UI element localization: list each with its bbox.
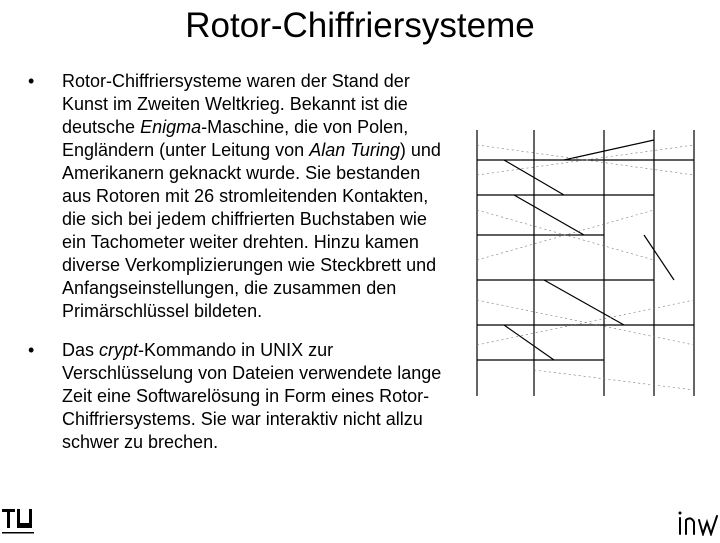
text-segment-italic: Alan Turing: [309, 140, 400, 160]
bullet-marker: •: [28, 340, 35, 360]
text-segment: -Kommando in UNIX zur Verschlüsselung von Dateien verwendete lange Zeit eine Softwarelösung in Form eines Rotor-Chiffriersystems. Sie war interaktiv nicht allzu schwer zu brechen.: [62, 340, 442, 452]
bullet-item: [28, 339, 448, 454]
text-segment: Rotor-Chiffriersysteme waren der Stand der Kunst im Zweiten Weltkrieg. Bekannt ist die deutsche: [62, 71, 410, 137]
bullet-text: [62, 71, 441, 321]
rotor-wiring-diagram: [444, 100, 720, 420]
text-segment: -Maschine, die von Polen, Engländern (unter Leitung von: [62, 117, 409, 160]
slide-title: Rotor-Chiffriersysteme: [185, 6, 535, 45]
text-segment: ) und Amerikanern geknackt wurde. Sie bestanden aus Rotoren mit 26 stromleitenden Kontakten, die sich bei jedem chiffrierten Buchstaben wie ein Tachometer weiter drehten. Hinzu kamen diverse Verkomplizierungen wie Steckbrett und Anfangseinstellungen, die zusammen den Primärschlüssel bildeten.: [62, 140, 441, 321]
bullet-list: [28, 70, 448, 470]
text-segment-italic: crypt: [99, 340, 139, 360]
text-segment: Das: [62, 340, 100, 360]
bullet-marker: •: [28, 71, 35, 91]
text-segment-italic: Enigma: [140, 117, 202, 137]
bullet-item: [28, 70, 448, 323]
tu-wien-logo: [2, 508, 34, 538]
bullet-text: [62, 340, 441, 452]
inw-logo: [674, 508, 720, 536]
